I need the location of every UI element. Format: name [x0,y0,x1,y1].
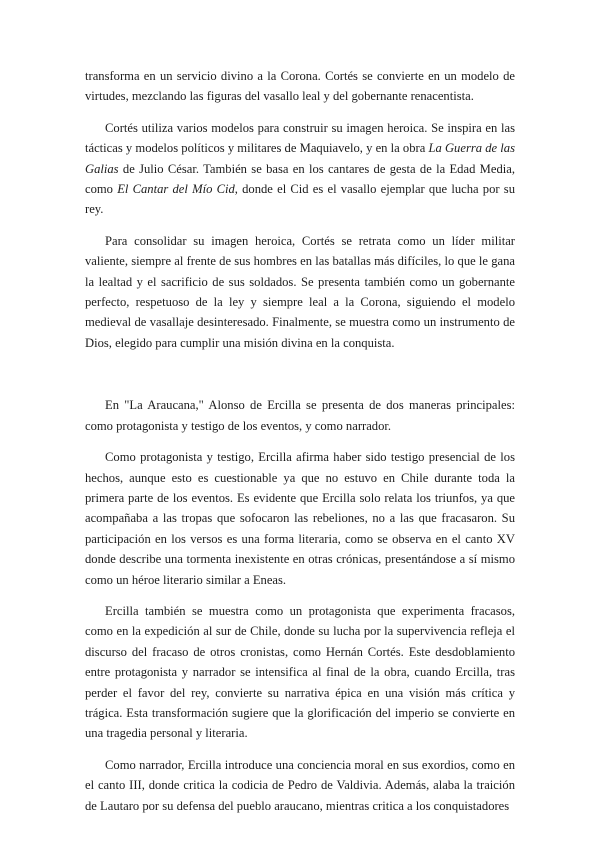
book-title-cantar-mio-cid: El Cantar del Mío Cid [117,182,235,197]
paragraph-2-text-b: de Julio César. También se basa en los cantares de gesta de la Edad Media, como [85,161,515,197]
paragraph-6-text: Ercilla también se muestra como un protagonista que experimenta fracasos, como en la expedición al sur de Chile, donde su lucha por la supervivencia refleja el discurso del fracaso de otros cronistas, como Hernán Cortés. Este desdoblamiento entre protagonista y narrador se intensifica al final de la obra, cuando Ercilla, tras perder el favor del rey, convierte su narrativa épica en una visión más crítica y trágica. Esta transformación sugiere que la glorificación del imperio se convierte en una tragedia personal y literaria. [85,603,515,741]
paragraph-4 [85,395,515,436]
paragraph-1-text: transforma en un servicio divino a la Corona. Cortés se convierte en un modelo de virtudes, mezclando las figuras del vasallo leal y del gobernante renacentista. [85,69,515,104]
paragraph-2 [85,118,515,220]
section-break [85,364,515,395]
paragraph-5-text: Como protagonista y testigo, Ercilla afirma haber sido testigo presencial de los hechos, aunque esto es cuestionable ya que no estuvo en Chile durante toda la primera parte de los eventos. Es evidente que Ercilla solo relata los triunfos, ya que acompañaba a las tropas que sofocaron las rebeliones, no a las que fracasaron. Su participación en los versos es una forma literaria, como se observa en el canto XV donde describe una tormenta inexistente en otras crónicas, presentándose a sí mismo como un héroe literario similar a Eneas. [85,450,515,587]
book-title-guerra-galias: La Guerra de las Galias [85,141,515,176]
paragraph-4-text: En "La Araucana," Alonso de Ercilla se presenta de dos maneras principales: como protagonista y testigo de los eventos, y como narrador. [85,398,515,433]
paragraph-2-text-c: , donde el Cid es el vasallo ejemplar que lucha por su rey. [85,182,515,217]
paragraph-2-text-a: Cortés utiliza varios modelos para construir su imagen heroica. Se inspira en las tácticas y modelos políticos y militares de Maquiavelo, y en la obra [85,120,515,156]
paragraph-3 [85,231,515,353]
paragraph-7 [85,755,515,816]
paragraph-5 [85,447,515,590]
document-body [85,66,515,827]
paragraph-6 [85,601,515,744]
paragraph-7-text: Como narrador, Ercilla introduce una conciencia moral en sus exordios, como en el canto III, donde critica la codicia de Pedro de Valdivia. Además, alaba la traición de Lautaro por su defensa del pueblo araucano, mientras critica a los conquistadores [85,757,515,813]
paragraph-3-text: Para consolidar su imagen heroica, Cortés se retrata como un líder militar valiente, siempre al frente de sus hombres en las batallas más difíciles, lo que le gana la lealtad y el sacrificio de sus soldados. Se presenta también como un gobernante perfecto, respetuoso de la ley y siempre leal a la Corona, siguiendo el modelo medieval de vasallaje desinteresado. Finalmente, se muestra como un instrumento de Dios, elegido para cumplir una misión divina en la conquista. [85,233,515,350]
paragraph-1 [85,66,515,107]
